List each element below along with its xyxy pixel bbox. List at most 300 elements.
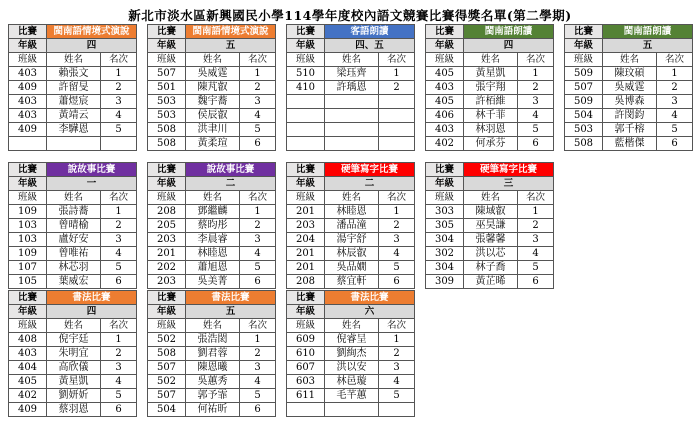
table-row: [9, 81, 137, 95]
table-row: [148, 261, 276, 275]
rank-cell: 5: [518, 261, 554, 275]
class-cell: 304: [426, 261, 464, 275]
student-name-cell: 許閔鈞: [603, 109, 657, 123]
table-row: [426, 247, 554, 261]
class-cell: 408: [9, 333, 47, 347]
student-name-cell: 吳美菁: [186, 275, 240, 289]
table-row: [9, 347, 137, 361]
rank-cell: 2: [379, 81, 415, 95]
rank-cell: 4: [657, 109, 693, 123]
class-cell: 409: [9, 123, 47, 137]
rank-cell: 6: [101, 275, 137, 289]
class-cell: 203: [148, 275, 186, 289]
student-name-cell: 郭予霏: [186, 389, 240, 403]
class-cell: 405: [9, 375, 47, 389]
rank-cell: 3: [101, 95, 137, 109]
table-row: [287, 219, 415, 233]
table-row: [565, 109, 693, 123]
table-row: [426, 275, 554, 289]
grade-value: 四、五: [325, 39, 415, 53]
student-name-cell: 侯辰叡: [186, 109, 240, 123]
name-header: 姓名: [186, 319, 240, 333]
class-cell: 201: [287, 261, 325, 275]
rank-cell: 4: [101, 375, 137, 389]
grade-row: [148, 39, 276, 53]
rank-cell: [379, 123, 415, 137]
class-cell: 503: [565, 123, 603, 137]
grade-label: 年級: [287, 39, 325, 53]
class-cell: [287, 403, 325, 417]
class-cell: 603: [287, 375, 325, 389]
class-header: 班級: [287, 319, 325, 333]
student-name-cell: 陳芃叡: [186, 81, 240, 95]
class-cell: 410: [287, 81, 325, 95]
rank-cell: 6: [240, 403, 276, 417]
award-table: [286, 290, 415, 417]
rank-cell: 4: [518, 247, 554, 261]
table-row: [148, 389, 276, 403]
class-cell: 501: [148, 81, 186, 95]
rank-cell: 1: [240, 67, 276, 81]
rank-cell: 6: [657, 137, 693, 151]
column-header-row: [287, 319, 415, 333]
rank-header: 名次: [379, 53, 415, 67]
contest-row: [148, 291, 276, 305]
student-name-cell: 劉君蓉: [186, 347, 240, 361]
class-cell: 502: [148, 375, 186, 389]
award-table: [425, 24, 554, 151]
table-row: [565, 81, 693, 95]
name-header: 姓名: [47, 191, 101, 205]
class-cell: 406: [426, 109, 464, 123]
table-row: [426, 137, 554, 151]
rank-cell: 4: [518, 109, 554, 123]
table-row: [148, 361, 276, 375]
student-name-cell: 毛芊蕙: [325, 389, 379, 403]
class-header: 班級: [287, 53, 325, 67]
table-row: [426, 123, 554, 137]
contest-row: [287, 163, 415, 177]
student-name-cell: 曾晴榆: [47, 219, 101, 233]
table-row: [426, 205, 554, 219]
class-header: 班級: [148, 319, 186, 333]
grade-value: 二: [186, 177, 276, 191]
contest-row: [287, 25, 415, 39]
class-cell: 208: [287, 275, 325, 289]
student-name-cell: 劉妍妡: [47, 389, 101, 403]
column-header-row: [9, 53, 137, 67]
rank-header: 名次: [240, 319, 276, 333]
rank-cell: 6: [518, 275, 554, 289]
class-cell: 403: [426, 81, 464, 95]
rank-cell: 2: [101, 81, 137, 95]
grade-value: 四: [464, 39, 554, 53]
class-cell: 509: [565, 95, 603, 109]
table-row: [565, 123, 693, 137]
contest-row: [287, 291, 415, 305]
class-header: 班級: [9, 191, 47, 205]
class-cell: 201: [148, 247, 186, 261]
class-cell: 507: [148, 361, 186, 375]
student-name-cell: 林邑璇: [325, 375, 379, 389]
table-row: [287, 361, 415, 375]
contest-label: 比賽: [9, 163, 47, 177]
class-cell: 201: [287, 205, 325, 219]
grade-label: 年級: [287, 177, 325, 191]
award-table: [147, 162, 276, 289]
table-row: [9, 275, 137, 289]
student-name-cell: 陳域叡: [464, 205, 518, 219]
rank-cell: 1: [379, 67, 415, 81]
class-cell: [287, 137, 325, 151]
contest-name: 閩南語朗讀: [603, 25, 693, 39]
student-name-cell: 張馨馨: [464, 233, 518, 247]
rank-cell: 5: [101, 123, 137, 137]
table-row: [287, 347, 415, 361]
table-row: [9, 123, 137, 137]
rank-cell: 3: [101, 233, 137, 247]
student-name-cell: 何祐昕: [186, 403, 240, 417]
rank-header: 名次: [240, 53, 276, 67]
page-title: 新北市淡水區新興國民小學114學年度校內語文競賽比賽得獎名單(第二學期): [128, 8, 572, 23]
award-table: [8, 162, 137, 289]
student-name-cell: 林子喬: [464, 261, 518, 275]
grade-row: [287, 177, 415, 191]
student-name-cell: 鄧繼麟: [186, 205, 240, 219]
class-cell: 503: [148, 95, 186, 109]
contest-row: [426, 25, 554, 39]
grade-label: 年級: [9, 39, 47, 53]
column-header-row: [287, 191, 415, 205]
contest-name: 書法比賽: [47, 291, 137, 305]
grade-label: 年級: [565, 39, 603, 53]
class-cell: 202: [148, 261, 186, 275]
class-header: 班級: [426, 53, 464, 67]
class-cell: 204: [287, 233, 325, 247]
class-cell: 404: [9, 361, 47, 375]
column-header-row: [148, 319, 276, 333]
student-name-cell: 陳玟碩: [603, 67, 657, 81]
rank-cell: 3: [379, 233, 415, 247]
class-cell: 609: [287, 333, 325, 347]
rank-cell: 2: [240, 81, 276, 95]
rank-cell: 6: [240, 137, 276, 151]
student-name-cell: 巫昊謙: [464, 219, 518, 233]
student-name-cell: 黃柔瑄: [186, 137, 240, 151]
table-row: [287, 81, 415, 95]
class-cell: 402: [426, 137, 464, 151]
class-cell: 507: [148, 389, 186, 403]
contest-row: [148, 25, 276, 39]
rank-header: 名次: [101, 191, 137, 205]
student-name-cell: 蔡羽恩: [47, 403, 101, 417]
column-header-row: [148, 53, 276, 67]
contest-row: [148, 163, 276, 177]
grade-value: 五: [186, 39, 276, 53]
name-header: 姓名: [186, 53, 240, 67]
contest-name: 硬筆寫字比賽: [464, 163, 554, 177]
student-name-cell: 許留旻: [47, 81, 101, 95]
column-header-row: [565, 53, 693, 67]
contest-label: 比賽: [148, 291, 186, 305]
table-row: [148, 403, 276, 417]
student-name-cell: 吳蕙秀: [186, 375, 240, 389]
empty-row: [287, 403, 415, 417]
student-name-cell: [47, 137, 101, 151]
student-name-cell: 李驊恩: [47, 123, 101, 137]
contest-name: 說故事比賽: [186, 163, 276, 177]
student-name-cell: 倪宇廷: [47, 333, 101, 347]
table-row: [9, 403, 137, 417]
grade-value: 四: [47, 39, 137, 53]
table-row: [148, 347, 276, 361]
class-cell: 303: [426, 205, 464, 219]
grade-value: 三: [464, 177, 554, 191]
award-table: [147, 290, 276, 417]
column-header-row: [9, 319, 137, 333]
name-header: 姓名: [464, 53, 518, 67]
class-cell: 304: [426, 233, 464, 247]
name-header: 姓名: [325, 53, 379, 67]
student-name-cell: 盧好安: [47, 233, 101, 247]
contest-label: 比賽: [9, 291, 47, 305]
student-name-cell: 張浩閎: [186, 333, 240, 347]
class-cell: 508: [148, 123, 186, 137]
rank-cell: 1: [657, 67, 693, 81]
class-cell: 405: [426, 95, 464, 109]
class-cell: 504: [565, 109, 603, 123]
award-table: [425, 162, 554, 289]
student-name-cell: 劉絢杰: [325, 347, 379, 361]
rank-cell: 5: [240, 389, 276, 403]
rank-cell: 4: [101, 109, 137, 123]
grade-row: [9, 39, 137, 53]
table-row: [148, 67, 276, 81]
table-row: [148, 247, 276, 261]
student-name-cell: 吳威霆: [603, 81, 657, 95]
class-cell: 105: [9, 275, 47, 289]
table-row: [287, 247, 415, 261]
rank-cell: 4: [240, 109, 276, 123]
class-cell: [287, 123, 325, 137]
student-name-cell: 吳博森: [603, 95, 657, 109]
class-cell: 403: [426, 123, 464, 137]
class-cell: 409: [9, 81, 47, 95]
table-row: [287, 333, 415, 347]
table-row: [426, 81, 554, 95]
student-name-cell: 吳威霆: [186, 67, 240, 81]
student-name-cell: 黃星凱: [464, 67, 518, 81]
table-row: [9, 247, 137, 261]
student-name-cell: [325, 403, 379, 417]
grade-label: 年級: [148, 39, 186, 53]
class-header: 班級: [148, 191, 186, 205]
class-cell: 409: [9, 403, 47, 417]
rank-cell: [379, 137, 415, 151]
student-name-cell: 葉威宏: [47, 275, 101, 289]
rank-cell: 1: [101, 333, 137, 347]
table-row: [148, 233, 276, 247]
table-row: [9, 261, 137, 275]
contest-name: 閩南語情境式演說: [47, 25, 137, 39]
student-name-cell: 蔡昀彤: [186, 219, 240, 233]
class-cell: 309: [426, 275, 464, 289]
class-cell: 403: [9, 109, 47, 123]
empty-row: [287, 95, 415, 109]
class-cell: 107: [9, 261, 47, 275]
grade-value: 六: [325, 305, 415, 319]
table-row: [287, 275, 415, 289]
student-name-cell: 洪聿川: [186, 123, 240, 137]
name-header: 姓名: [47, 319, 101, 333]
student-name-cell: 吳品嫺: [325, 261, 379, 275]
table-row: [287, 205, 415, 219]
student-name-cell: 梁珏齊: [325, 67, 379, 81]
contest-label: 比賽: [148, 163, 186, 177]
table-row: [287, 233, 415, 247]
class-cell: [287, 95, 325, 109]
student-name-cell: 郭千榕: [603, 123, 657, 137]
rank-header: 名次: [379, 319, 415, 333]
grade-row: [148, 177, 276, 191]
class-cell: 607: [287, 361, 325, 375]
column-header-row: [148, 191, 276, 205]
rank-cell: 6: [101, 403, 137, 417]
rank-cell: 2: [101, 219, 137, 233]
rank-cell: 3: [240, 95, 276, 109]
class-cell: 509: [565, 67, 603, 81]
contest-name: 閩南語朗讀: [464, 25, 554, 39]
table-row: [9, 67, 137, 81]
grade-label: 年級: [9, 305, 47, 319]
student-name-cell: 黃芷晞: [464, 275, 518, 289]
table-row: [9, 95, 137, 109]
contest-label: 比賽: [287, 163, 325, 177]
class-cell: 405: [426, 67, 464, 81]
rank-cell: [379, 95, 415, 109]
student-name-cell: 林睦恩: [325, 205, 379, 219]
class-cell: 109: [9, 247, 47, 261]
contest-name: 閩南語情境式演說: [186, 25, 276, 39]
rank-cell: 2: [657, 81, 693, 95]
grade-label: 年級: [426, 39, 464, 53]
contest-row: [9, 291, 137, 305]
grade-label: 年級: [148, 177, 186, 191]
rank-cell: 3: [101, 361, 137, 375]
contest-name: 書法比賽: [325, 291, 415, 305]
rank-cell: 1: [518, 67, 554, 81]
class-cell: 508: [148, 137, 186, 151]
rank-cell: 2: [518, 219, 554, 233]
table-row: [9, 389, 137, 403]
contest-label: 比賽: [426, 163, 464, 177]
table-row: [565, 67, 693, 81]
class-cell: 302: [426, 247, 464, 261]
contest-label: 比賽: [287, 25, 325, 39]
award-table: [8, 24, 137, 151]
rank-cell: 5: [379, 389, 415, 403]
rank-cell: 1: [379, 333, 415, 347]
rank-cell: 3: [240, 233, 276, 247]
student-name-cell: [325, 123, 379, 137]
class-cell: 502: [148, 333, 186, 347]
student-name-cell: 倪睿呈: [325, 333, 379, 347]
grade-row: [9, 305, 137, 319]
rank-cell: 5: [657, 123, 693, 137]
class-cell: 208: [148, 205, 186, 219]
award-table: [286, 162, 415, 289]
award-table: [564, 24, 693, 151]
rank-cell: 2: [240, 347, 276, 361]
column-header-row: [287, 53, 415, 67]
table-row: [9, 233, 137, 247]
contest-label: 比賽: [148, 25, 186, 39]
table-row: [426, 233, 554, 247]
class-cell: 507: [148, 67, 186, 81]
rank-cell: [101, 137, 137, 151]
student-name-cell: 潘品潼: [325, 219, 379, 233]
grade-value: 一: [47, 177, 137, 191]
student-name-cell: 賴張文: [47, 67, 101, 81]
class-cell: 403: [9, 95, 47, 109]
student-name-cell: 許瑀恩: [325, 81, 379, 95]
table-row: [287, 261, 415, 275]
rank-cell: 4: [379, 247, 415, 261]
table-row: [148, 95, 276, 109]
contest-name: 客語朗讀: [325, 25, 415, 39]
student-name-cell: [325, 109, 379, 123]
grade-row: [9, 177, 137, 191]
class-header: 班級: [9, 319, 47, 333]
table-row: [9, 219, 137, 233]
class-header: 班級: [148, 53, 186, 67]
award-table: [286, 24, 415, 151]
table-row: [287, 375, 415, 389]
contest-name: 硬筆寫字比賽: [325, 163, 415, 177]
class-cell: 205: [148, 219, 186, 233]
table-row: [426, 95, 554, 109]
name-header: 姓名: [603, 53, 657, 67]
rank-cell: 5: [379, 261, 415, 275]
student-name-cell: 李晨睿: [186, 233, 240, 247]
rank-cell: 5: [240, 261, 276, 275]
grade-value: 五: [186, 305, 276, 319]
class-cell: [287, 109, 325, 123]
student-name-cell: 陳恩曦: [186, 361, 240, 375]
class-header: 班級: [426, 191, 464, 205]
grade-label: 年級: [426, 177, 464, 191]
name-header: 姓名: [325, 191, 379, 205]
student-name-cell: 洪以安: [325, 361, 379, 375]
rank-cell: 1: [101, 67, 137, 81]
name-header: 姓名: [464, 191, 518, 205]
grade-row: [426, 39, 554, 53]
student-name-cell: 曾唯祐: [47, 247, 101, 261]
student-name-cell: 林睦恩: [186, 247, 240, 261]
class-cell: 503: [148, 109, 186, 123]
rank-cell: 6: [379, 275, 415, 289]
table-row: [148, 375, 276, 389]
rank-cell: 1: [379, 205, 415, 219]
contest-label: 比賽: [565, 25, 603, 39]
contest-label: 比賽: [9, 25, 47, 39]
table-row: [148, 123, 276, 137]
class-cell: 510: [287, 67, 325, 81]
grade-label: 年級: [287, 305, 325, 319]
class-cell: 504: [148, 403, 186, 417]
name-header: 姓名: [325, 319, 379, 333]
class-cell: 403: [9, 347, 47, 361]
